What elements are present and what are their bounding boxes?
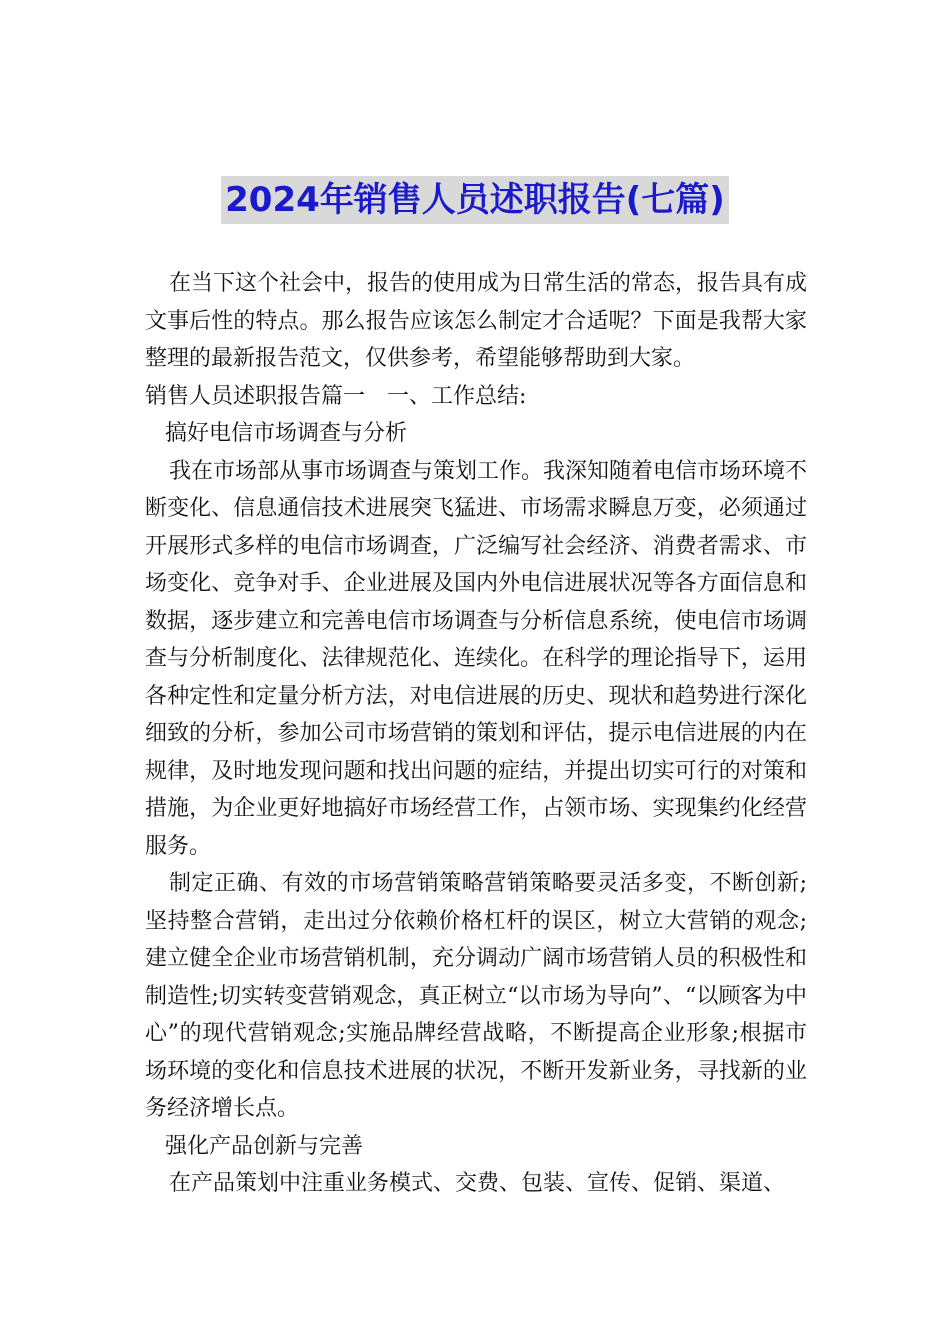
document-title: 2024年销售人员述职报告(七篇) (221, 176, 729, 224)
title-container (0, 176, 950, 224)
paragraph-market-research: 我在市场部从事市场调查与策划工作。我深知随着电信市场环境不断变化、信息通信技术进展突飞猛进、市场需求瞬息万变，必须通过开展形式多样的电信市场调查，广泛编写社会经济、消费者需求、市场变化、竞争对手、企业进展及国内外电信进展状况等各方面信息和数据，逐步建立和完善电信市场调查与分析信息系统，使电信市场调查与分析制度化、法律规范化、连续化。在科学的理论指导下，运用各种定性和定量分析方法，对电信进展的历史、现状和趋势进行深化细致的分析，参加公司市场营销的策划和评估，提示电信进展的内在规律，及时地发现问题和找出问题的症结，并提出切实可行的对策和措施，为企业更好地搞好市场经营工作，占领市场、实现集约化经营服务。 (145, 458, 808, 859)
subheading-product-innovation: 强化产品创新与完善 (165, 1133, 364, 1159)
section-heading: 销售人员述职报告篇一 一、工作总结: (145, 383, 527, 409)
intro-paragraph: 在当下这个社会中，报告的使用成为日常生活的常态，报告具有成文事后性的特点。那么报告应该怎么制定才合适呢？下面是我帮大家整理的最新报告范文，仅供参考，希望能够帮助到大家。 (145, 271, 808, 371)
paragraph-product-planning: 在产品策划中注重业务模式、交费、包装、宣传、促销、渠道、 (169, 1171, 786, 1196)
document-body (145, 265, 807, 1203)
paragraph-marketing-strategy: 制定正确、有效的市场营销策略营销策略要灵活多变，不断创新;坚持整合营销，走出过分依赖价格杠杆的误区，树立大营销的观念;建立健全企业市场营销机制，充分调动广阔市场营销人员的积极性和制造性;切实转变营销观念，真正树立“以市场为导向”、“以顾客为中心”的现代营销观念;实施品牌经营战略，不断提高企业形象;根据市场环境的变化和信息技术进展的状况，不断开发新业务，寻找新的业务经济增长点。 (145, 871, 807, 1121)
subheading-market-research: 搞好电信市场调查与分析 (165, 421, 408, 446)
